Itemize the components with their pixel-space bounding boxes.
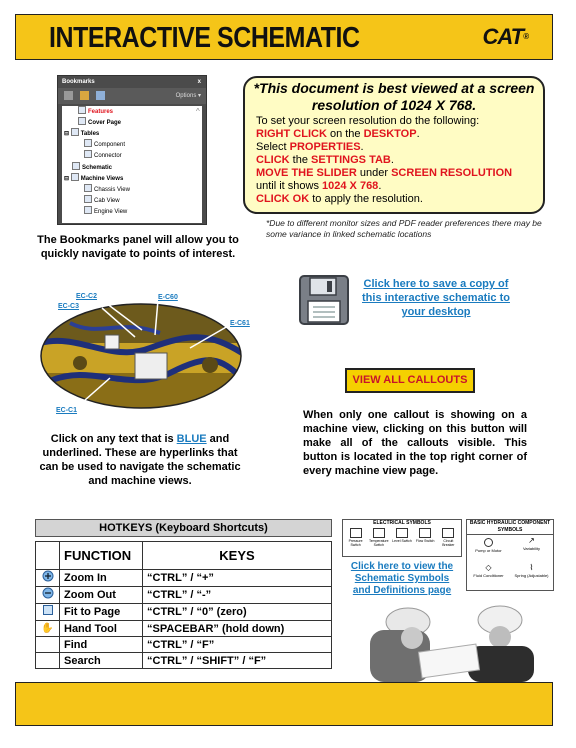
table-row: Zoom Out “CTRL” / “-” <box>36 587 332 604</box>
callout-ec-c3[interactable]: EC-C3 <box>58 303 80 310</box>
header-banner <box>15 14 553 60</box>
options-menu[interactable]: Options ▾ <box>175 93 201 99</box>
hand-icon: ✋ <box>36 621 60 637</box>
table-row: Zoom In “CTRL” / “+” <box>36 570 332 587</box>
floppy-disk-icon[interactable] <box>298 274 350 326</box>
hyperlink-explanation: Click on any text that is BLUE and underlined. These are hyperlinks that can be used to navigate the schematic and machine views. <box>39 433 241 487</box>
bookmark-item[interactable]: Connector <box>84 150 122 162</box>
new-bookmark-icon[interactable] <box>80 91 89 100</box>
page-title: INTERACTIVE SCHEMATIC <box>49 22 360 54</box>
electrical-symbols-panel: ELECTRICAL SYMBOLS Pressure Switch Temperature Switch Level Switch Flow Switch Circuit Breaker <box>342 519 462 557</box>
resolution-footnote: *Due to different monitor sizes and PDF reader preferences there may be some variance in linked schematic locations <box>266 218 542 239</box>
zoom-out-icon <box>36 587 60 604</box>
temperature-switch-symbol: Temperature Switch <box>368 527 390 547</box>
callout-ec-c1[interactable]: EC-C1 <box>56 407 78 414</box>
blue-link-example[interactable]: BLUE <box>176 433 207 445</box>
table-row: Find “CTRL” / “F” <box>36 637 332 653</box>
bookmark-item[interactable]: ⊟ Tables <box>64 128 99 140</box>
notice-step: CLICK OK to apply the resolution. <box>256 193 423 205</box>
notice-step: MOVE THE SLIDER under SCREEN RESOLUTION <box>256 167 513 179</box>
bookmark-item[interactable]: Component <box>84 139 125 151</box>
trash-icon[interactable] <box>64 91 73 100</box>
bookmarks-tree <box>62 106 202 223</box>
symbols-definitions-link[interactable]: Click here to view the Schematic Symbols and Definitions page <box>350 561 454 596</box>
fluid-conditioner-symbol: ◇ Fluid Conditioner <box>473 563 504 578</box>
bookmark-item[interactable]: Engine View <box>84 206 127 218</box>
function-header: FUNCTION <box>60 542 143 570</box>
hotkeys-title: HOTKEYS (Keyboard Shortcuts) <box>35 519 332 537</box>
pressure-switch-symbol: Pressure Switch <box>345 527 367 547</box>
table-row: Search “CTRL” / “SHIFT” / “F” <box>36 653 332 669</box>
keys-header: KEYS <box>143 542 332 570</box>
footer-banner <box>15 682 553 726</box>
pump-symbol: Pump or Motor <box>467 535 510 562</box>
spring-symbol: ⌇ Spring (Adjustable) <box>514 563 549 578</box>
save-copy-link[interactable]: Click here to save a copy of this interactive schematic to your desktop <box>362 278 510 318</box>
table-row: Fit to Page “CTRL” / “0” (zero) <box>36 604 332 621</box>
bookmarks-caption: The Bookmarks panel will allow you to quickly navigate to points of interest. <box>37 234 239 260</box>
callout-e-c60[interactable]: E-C60 <box>158 294 178 301</box>
notice-step: Select PROPERTIES. <box>256 141 364 153</box>
notice-step: CLICK the SETTINGS TAB. <box>256 154 394 166</box>
callout-e-c61[interactable]: E-C61 <box>230 320 250 327</box>
zoom-in-icon <box>36 570 60 587</box>
flow-switch-symbol: Flow Switch <box>414 527 436 547</box>
resolution-notice <box>243 76 545 214</box>
variability-symbol: ↗ Variability <box>522 536 541 551</box>
notice-step: RIGHT CLICK on the DESKTOP. <box>256 128 420 140</box>
bookmark-item[interactable]: Cover Page <box>78 117 121 129</box>
close-icon[interactable]: x <box>197 79 201 85</box>
notice-intro: To set your screen resolution do the following: <box>256 115 480 127</box>
hydraulic-symbols-panel: BASIC HYDRAULIC COMPONENT SYMBOLS Pump or Motor ↗ Variability ◇ Fluid Conditioner ⌇ Spring (Adjustable) <box>466 519 554 591</box>
callouts-description: When only one callout is showing on a machine view, clicking on this button will make all of the callouts visible. This button is located in the top right corner of every machine view page. <box>303 409 527 477</box>
bookmark-item[interactable]: Cab View <box>84 195 120 207</box>
bookmark-item[interactable]: ⊟ Machine Views <box>64 173 123 185</box>
circuit-breaker-symbol: Circuit Breaker <box>437 527 459 547</box>
cat-logo: CAT® <box>482 24 528 49</box>
bookmarks-panel-title: Bookmarks <box>62 79 95 85</box>
engineers-photo <box>350 600 550 682</box>
level-switch-symbol: Level Switch <box>391 527 413 547</box>
notice-step: until it shows 1024 X 768. <box>256 180 382 192</box>
bookmark-item[interactable]: Schematic <box>72 162 112 174</box>
fit-page-icon <box>36 604 60 621</box>
callout-ec-c2[interactable]: EC-C2 <box>76 293 98 300</box>
bookmark-item[interactable]: Chassis View <box>84 184 130 196</box>
hotkeys-table <box>35 541 332 669</box>
expand-bookmark-icon[interactable] <box>96 91 105 100</box>
scroll-up-icon[interactable]: ^ <box>196 107 200 116</box>
notice-headline: *This document is best viewed at a screen resolution of 1024 X 768. <box>253 80 535 113</box>
bookmarks-panel <box>57 75 207 225</box>
bookmark-item[interactable]: Features <box>78 106 113 118</box>
table-row: ✋ Hand Tool “SPACEBAR” (hold down) <box>36 621 332 637</box>
view-all-callouts-button[interactable]: VIEW ALL CALLOUTS <box>345 368 475 393</box>
